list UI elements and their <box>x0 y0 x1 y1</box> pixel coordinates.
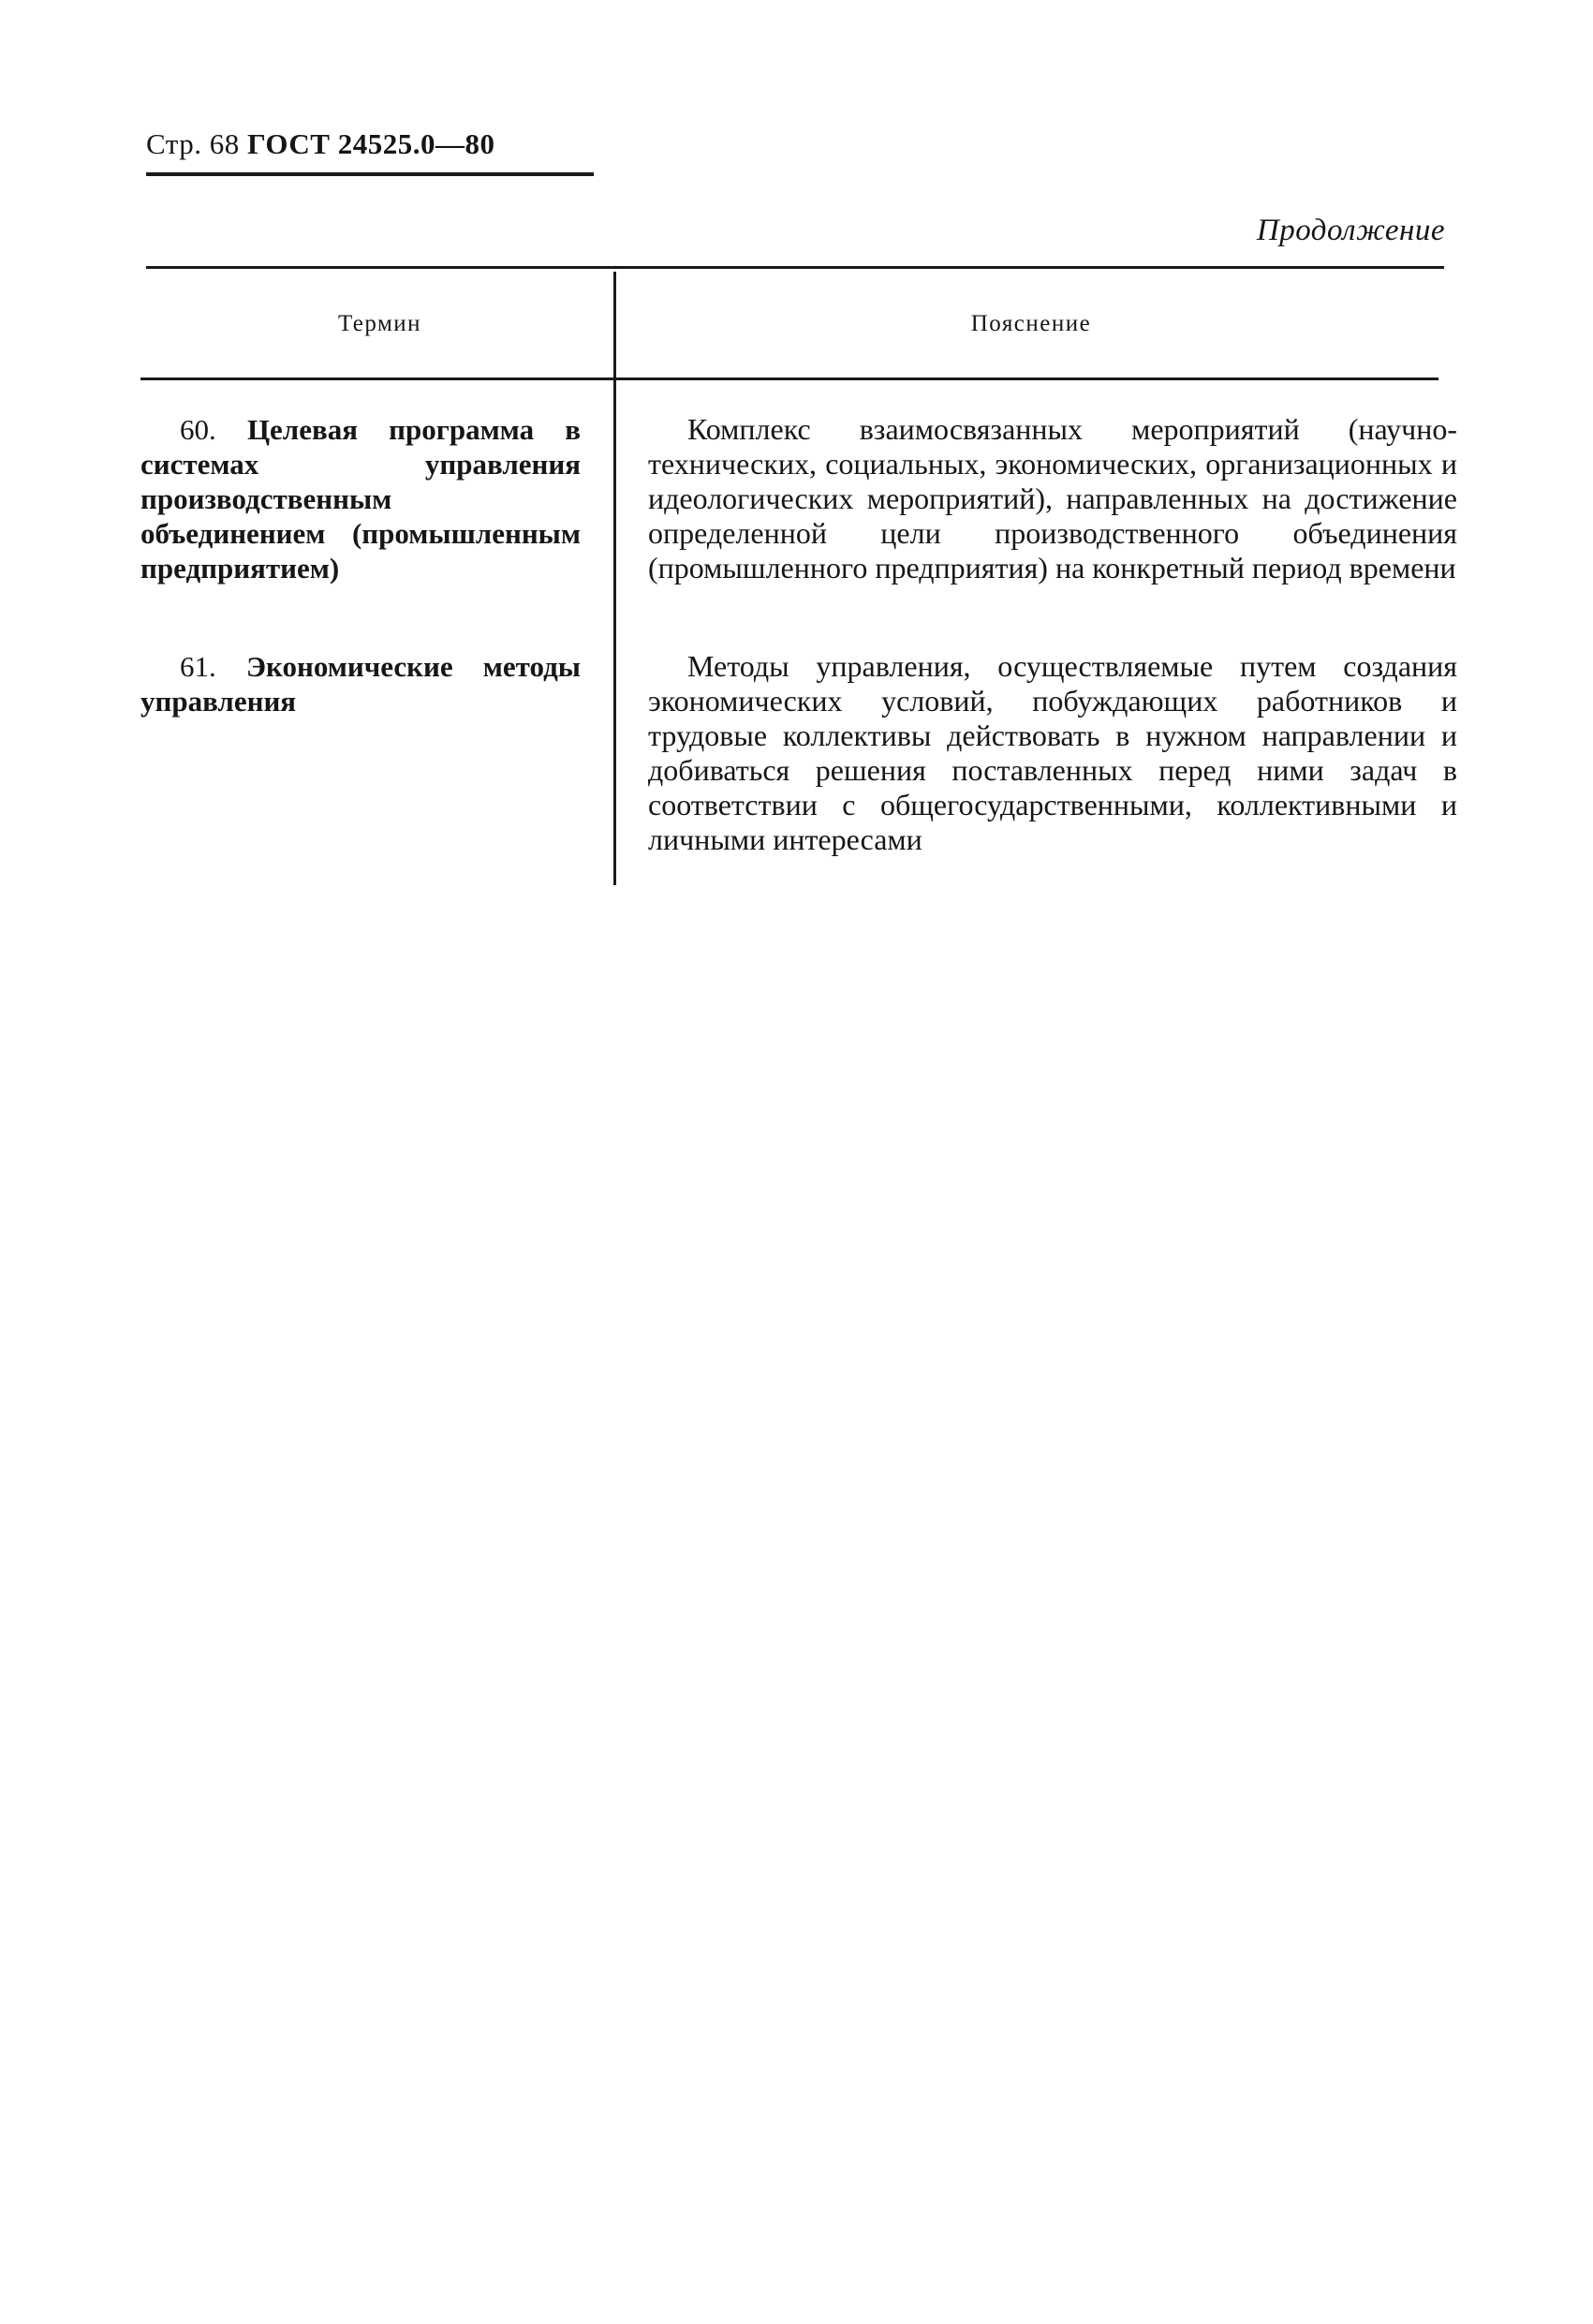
term-cell-60 <box>140 412 581 585</box>
explanation-text: Комплекс взаимосвязанных мероприятий (научно-технических, социальных, экономических, организационных и идеологических мероприятий), направленных на достижение определенной цели производственного объединения (промышленного предприятия) на конкретный период времени <box>648 412 1457 585</box>
table-top-rule <box>146 266 1444 269</box>
term-number: 61. <box>180 650 216 683</box>
table-header-rule <box>140 377 1438 380</box>
header-underline <box>146 172 594 176</box>
continuation-label: Продолжение <box>1256 214 1445 247</box>
column-header-term: Термин <box>337 311 422 336</box>
explanation-text: Методы управления, осуществляемые путем создания экономических условий, побуждающих работников и трудовые коллективы действовать в нужном направлении и добиваться решения поставленных перед ними задач в соответствии с общегосударственными, коллективными и личными интересами <box>648 649 1457 856</box>
term-name: Целевая программа в системах управления производственным объединением (промышленным предприятием) <box>140 413 582 585</box>
column-divider <box>613 272 616 885</box>
page-header <box>146 127 494 161</box>
column-header-explanation: Пояснение <box>970 311 1092 336</box>
standard-designation: ГОСТ 24525.0—80 <box>246 127 495 160</box>
page-number: Стр. 68 <box>146 127 240 160</box>
explanation-cell-60 <box>648 412 1457 585</box>
term-number: 60. <box>180 413 216 446</box>
explanation-cell-61 <box>648 649 1457 857</box>
term-cell-61 <box>140 649 581 718</box>
term-name: Экономические методы управления <box>140 650 581 718</box>
